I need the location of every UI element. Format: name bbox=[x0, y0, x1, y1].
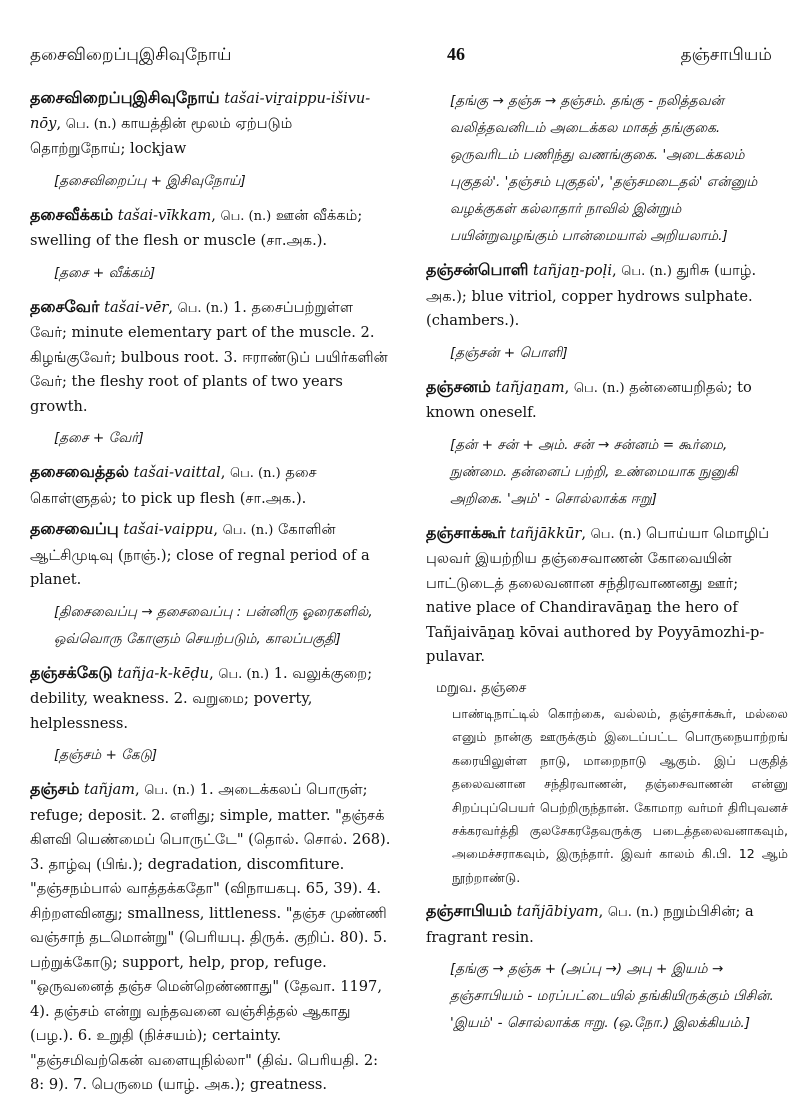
definition: 1. வலுக்குறை; debility, weakness. 2. வறுமை; poverty, helplessness. bbox=[30, 664, 373, 732]
headword: தசைவீக்கம் bbox=[30, 204, 114, 224]
definition: துரிசு (யாழ். அக.); blue vitriol, copper hydrows sulphate. (chambers.). bbox=[426, 262, 757, 329]
entry-block bbox=[30, 86, 392, 195]
dictionary-entry: தஞ்சனம் tañjaṉam, பெ. (n.) தன்னையறிதல்; to known oneself. bbox=[426, 376, 752, 421]
etymology: [தஞ்சன் + பொளி] bbox=[450, 344, 568, 361]
etymology: [தசைவிறைப்பு + இசிவுநோய்] bbox=[54, 172, 246, 189]
headword: தசைவிறைப்புஇசிவுநோய் bbox=[30, 88, 220, 107]
entry-block bbox=[30, 661, 392, 770]
left-column bbox=[30, 86, 392, 1104]
dictionary-entry: தசைவைப்பு tašai-vaippu, பெ. (n.) கோளின் ஆட்சிமுடிவு (நாஞ்.); close of regnal period of a planet. bbox=[30, 519, 370, 588]
dictionary-entry: தஞ்சாக்கூர் tañjākkūr, பெ. (n.) பொய்யா மொழிப் புலவர் இயற்றிய தஞ்சைவாணன் கோவையின் பாட்டுடைத் தலைவனான சந்திரவாணனது ஊர்; native place of Chandiravāṉaṉ the hero of Tañjaivāṉaṉ kōvai authored by Poyyāmozhi-p-pulavar. bbox=[426, 522, 770, 665]
transliteration: tañjaṉ-poḷi bbox=[533, 262, 613, 279]
definition: பொய்யா மொழிப் புலவர் இயற்றிய தஞ்சைவாணன் கோவையின் பாட்டுடைத் தலைவனான சந்திரவாணனது ஊர்; native place of Chandiravāṉaṉ the hero of Tañjaivāṉaṉ kōvai authored by Poyyāmozhi-p-pulavar. bbox=[426, 524, 770, 665]
transliteration: tašai-vaittal bbox=[133, 464, 221, 481]
headword: தஞ்சனம் bbox=[426, 376, 491, 396]
transliteration: tašai-vīkkam bbox=[117, 206, 212, 224]
part-of-speech: பெ. (n.) bbox=[144, 783, 196, 798]
headword: தஞ்சாபியம் bbox=[426, 901, 513, 921]
entry-block bbox=[30, 460, 392, 511]
part-of-speech: பெ. (n.) bbox=[218, 666, 270, 682]
historical-note: பாண்டிநாட்டில் கொற்கை, வல்லம், தஞ்சாக்கூர், மல்லை எனும் நான்கு ஊருக்கும் இடைப்பட்ட பொருநையாற்றங் கரையிலுள்ள நாடு, மாறைநாடு ஆகும். இப் பகுதித் தலைவனான சந்திரவாணன், தஞ்சைவாணன் என்னு சிறப்புப்பெயர் பெற்றிருந்தான். கோமாற வர்மர் திரிபுவனச் சக்கரவர்த்தி குலசேகரதேவருக்கு படைத்தலைவனாகவும், அமைச்சராகவும், இருந்தார். இவர் காலம் கி.பி. 12 ஆம் நூற்றாண்டு. bbox=[452, 706, 788, 885]
dictionary-entry: தசைவேர் tašai-vēr, பெ. (n.) 1. தசைப்பற்றுள்ள வேர்; minute elementary part of the muscle. 2. கிழங்குவேர்; bulbous root. 3. ஈராண்டுப் பயிர்களின் வேர்; the fleshy root of plants of two years growth. bbox=[30, 296, 388, 415]
headword: தஞ்சக்கேடு bbox=[30, 662, 113, 682]
part-of-speech: பெ. (n.) bbox=[65, 116, 117, 132]
page-number: 46 bbox=[447, 44, 466, 64]
headword: தஞ்சன்பொளி bbox=[426, 260, 529, 279]
entry-block bbox=[426, 258, 788, 367]
definition: நறும்பிசின்; a fragrant resin. bbox=[426, 903, 754, 946]
definition: தன்னையறிதல்; to known oneself. bbox=[426, 378, 752, 421]
entry-block bbox=[426, 375, 788, 513]
right-column bbox=[426, 86, 788, 1045]
dictionary-entry: தஞ்சாபியம் tañjābiyam, பெ. (n.) நறும்பிசின்; a fragrant resin. bbox=[426, 901, 754, 946]
part-of-speech: பெ. (n.) bbox=[590, 526, 642, 542]
entry-block bbox=[30, 203, 392, 287]
part-of-speech: பெ. (n.) bbox=[220, 208, 272, 224]
transliteration: tañjākkūr bbox=[510, 524, 582, 542]
part-of-speech: பெ. (n.) bbox=[177, 300, 229, 316]
headword: தசைவேர் bbox=[30, 296, 100, 316]
headword: தஞ்சாக்கூர் bbox=[426, 522, 506, 542]
etymology-continued: [தங்கு → தஞ்சு → தஞ்சம். தங்கு - நலித்தவன் வலித்தவனிடம் அடைக்கல மாகத் தங்குகை. ஒருவரிடம் பணிந்து வணங்குகை. 'அடைக்கலம் புகுதல்'. 'தஞ்சம் புகுதல்', 'தஞ்சமடைதல்' என்னும் வழக்குகள் கல்லாதார் நாவில் இன்றும் பயின்றுவழங்கும் பான்மையால் அறியலாம்.] bbox=[450, 93, 758, 244]
definition: 1. தசைப்பற்றுள்ள வேர்; minute elementary part of the muscle. 2. கிழங்குவேர்; bulbous root. 3. ஈராண்டுப் பயிர்களின் வேர்; the fleshy root of plants of two years growth. bbox=[30, 298, 388, 415]
dictionary-entry: தஞ்சக்கேடு tañja-k-kēḍu, பெ. (n.) 1. வலுக்குறை; debility, weakness. 2. வறுமை; poverty, helplessness. bbox=[30, 662, 373, 732]
running-head bbox=[30, 44, 772, 74]
dictionary-entry: தசைவீக்கம் tašai-vīkkam, பெ. (n.) ஊன் வீக்கம்; swelling of the flesh or muscle (சா.அக.). bbox=[30, 204, 363, 249]
dictionary-entry: தஞ்சம் tañjam, பெ. (n.) 1. அடைக்கலப் பொருள்; refuge; deposit. 2. எளிது; simple, matter. "தஞ்சக் கிளவி யெண்மைப் பொருட்டே" (தொல். சொல். 268). 3. தாழ்வு (பிங்.); degradation, discomfiture. "தஞ்சநம்பால் வாத்தக்கதோ" (விநாயகபு. 65, 39). 4. சிற்றளவினது; smallness, littleness. "தஞ்ச முண்ணி வஞ்சாந் தடமொன்று" (பெரியபு. திருக். குறிப். 80). 5. பற்றுக்கோடு; support, help, prop, refuge. "ஒருவனைத் தஞ்ச மென்றெண்ணாது" (தேவா. 1197, 4). தஞ்சம் என்று வந்தவனை வஞ்சித்தல் ஆகாது (பழ.). 6. உறுதி (நிச்சயம்); certainty. "தஞ்சமிவற்கென் வளையுநில்லா" (திவ். பெரியதி. 2: 8: 9). 7. பெருமை (யாழ். அக.); greatness. bbox=[30, 779, 391, 1093]
etymology: [தசை + வீக்கம்] bbox=[54, 264, 156, 281]
definition: தசை கொள்ளுதல்; to pick up flesh (சா.அக.). bbox=[30, 464, 317, 507]
dictionary-entry: தசைவைத்தல் tašai-vaittal, பெ. (n.) தசை கொள்ளுதல்; to pick up flesh (சா.அக.). bbox=[30, 462, 317, 507]
etymology: [தன் + சன் + அம். சன் → சன்னம் = கூர்மை, நுண்மை. தன்னைப் பற்றி, உண்மையாக நுனுகி அறிகை. 'அம்' - சொல்லாக்க ஈறு] bbox=[450, 436, 738, 507]
entry-block bbox=[30, 777, 392, 1098]
transliteration: tañjābiyam bbox=[516, 903, 599, 921]
etymology: [தஞ்சம் + கேடு] bbox=[54, 747, 158, 763]
headword: தசைவைத்தல் bbox=[30, 462, 129, 481]
transliteration: tañja-k-kēḍu bbox=[117, 664, 210, 682]
transliteration: tañjaṉam bbox=[495, 378, 565, 396]
entry-block bbox=[426, 899, 788, 1037]
definition: 1. அடைக்கலப் பொருள்; refuge; deposit. 2. எளிது; simple, matter. "தஞ்சக் கிளவி யெண்மைப் பொருட்டே" (தொல். சொல். 268). 3. தாழ்வு (பிங்.); degradation, discomfiture. "தஞ்சநம்பால் வாத்தக்கதோ" (விநாயகபு. 65, 39). 4. சிற்றளவினது; smallness, littleness. "தஞ்ச முண்ணி வஞ்சாந் தடமொன்று" (பெரியபு. திருக். குறிப். 80). 5. பற்றுக்கோடு; support, help, prop, refuge. "ஒருவனைத் தஞ்ச மென்றெண்ணாது" (தேவா. 1197, 4). தஞ்சம் என்று வந்தவனை வஞ்சித்தல் ஆகாது (பழ.). 6. உறுதி (நிச்சயம்); certainty. "தஞ்சமிவற்கென் வளையுநில்லா" (திவ். பெரியதி. 2: 8: 9). 7. பெருமை (யாழ். அக.); greatness. bbox=[30, 781, 391, 1093]
part-of-speech: பெ. (n.) bbox=[607, 905, 659, 921]
entry-block bbox=[426, 521, 788, 670]
variant-label: மறுவ. தஞ்சை bbox=[436, 679, 527, 696]
etymology: [தசை + வேர்] bbox=[54, 430, 144, 446]
headword: தஞ்சம் bbox=[30, 779, 80, 798]
part-of-speech: பெ. (n.) bbox=[573, 380, 625, 396]
transliteration: tašai-viṟaippu-išivu-nōy bbox=[30, 90, 371, 132]
etymology: [தங்கு → தஞ்சு + (அப்பு →) அபு + இயம் → தஞ்சாபியம் - மரப்பட்டையில் தங்கியிருக்கும் பிசின். 'இயம்' - சொல்லாக்க ஈறு. (ஒ.நோ.) இலக்கியம்.] bbox=[450, 961, 774, 1032]
dictionary-entry: தசைவிறைப்புஇசிவுநோய் tašai-viṟaippu-išivu-nōy, பெ. (n.) காயத்தின் மூலம் ஏற்படும் தொற்றுநோய்; lockjaw bbox=[30, 88, 371, 157]
transliteration: tašai-vēr bbox=[104, 298, 169, 316]
dictionary-entry: தஞ்சன்பொளி tañjaṉ-poḷi, பெ. (n.) துரிசு (யாழ். அக.); blue vitriol, copper hydrows sulphate. (chambers.). bbox=[426, 260, 757, 329]
transliteration: tašai-vaippu bbox=[123, 521, 214, 538]
headword: தசைவைப்பு bbox=[30, 519, 119, 538]
header-first-word: தசைவிறைப்புஇசிவுநோய் bbox=[30, 45, 232, 65]
part-of-speech: பெ. (n.) bbox=[222, 523, 274, 538]
header-last-word: தஞ்சாபியம் bbox=[680, 45, 772, 65]
entry-block bbox=[30, 517, 392, 653]
entry-block bbox=[30, 295, 392, 453]
definition: ஊன் வீக்கம்; swelling of the flesh or muscle (சா.அக.). bbox=[30, 206, 363, 249]
definition: கோளின் ஆட்சிமுடிவு (நாஞ்.); close of regnal period of a planet. bbox=[30, 521, 370, 588]
part-of-speech: பெ. (n.) bbox=[621, 264, 673, 279]
etymology: [திசைவைப்பு → தசைவைப்பு : பன்னிரு ஓரைகளில், ஒவ்வொரு கோளும் செயற்படும், காலப்பகுதி] bbox=[54, 603, 373, 647]
definition: காயத்தின் மூலம் ஏற்படும் தொற்றுநோய்; lockjaw bbox=[30, 114, 293, 157]
part-of-speech: பெ. (n.) bbox=[230, 466, 281, 481]
transliteration: tañjam bbox=[83, 781, 136, 798]
